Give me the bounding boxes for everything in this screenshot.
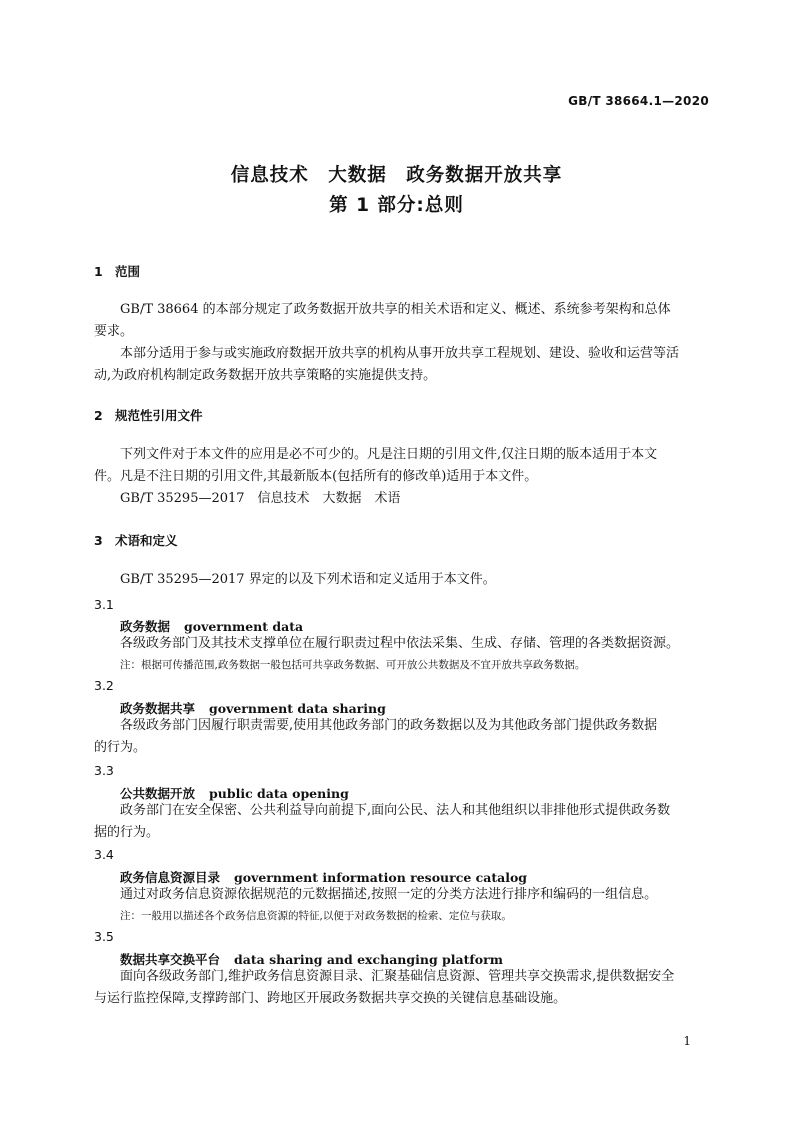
document-title: 信息技术 大数据 政务数据开放共享: [230, 165, 563, 186]
term-english: government data: [184, 619, 304, 634]
paragraph-line: 下列文件对于本文件的应用是必不可少的。凡是注日期的引用文件,仅注日期的版本适用于本文: [120, 447, 658, 462]
paragraph-line: GB/T 38664 的本部分规定了政务数据开放共享的相关术语和定义、概述、系统参考架构和总体: [120, 302, 671, 317]
paragraph-line: 件。凡是不注日期的引用文件,其最新版本(包括所有的修改单)适用于本文件。: [94, 469, 538, 484]
term-note: 注：一般用以描述各个政务信息资源的特征,以便于对政务数据的检索、定位与获取。: [120, 910, 512, 922]
term-number: 3.3: [94, 763, 114, 778]
section-heading-1: [94, 262, 140, 280]
term-number: 3.1: [94, 597, 114, 612]
term-definition: 面向各级政务部门,维护政务信息资源目录、汇聚基础信息资源、管理共享交换需求,提供数据安全: [120, 969, 675, 984]
term-definition: 的行为。: [94, 740, 147, 755]
term-definition: 各级政务部门因履行职责需要,使用其他政务部门的政务数据以及为其他政务部门提供政务数据: [120, 718, 658, 733]
term-chinese: 数据共享交换平台: [120, 952, 221, 967]
term-english: public data opening: [209, 786, 349, 801]
standard-number: GB/T 38664.1—2020: [568, 94, 709, 108]
term-number: 3.4: [94, 847, 114, 862]
term-english: government data sharing: [209, 701, 386, 716]
term-definition: 通过对政务信息资源依据规范的元数据描述,按照一定的分类方法进行排序和编码的一组信息。: [120, 887, 658, 902]
term-chinese: 公共数据开放: [120, 786, 196, 801]
term-chinese: 政务信息资源目录: [120, 870, 221, 885]
term-chinese: 政务数据: [120, 619, 171, 634]
term-definition: 与运行监控保障,支撑跨部门、跨地区开展政务数据共享交换的关键信息基础设施。: [94, 991, 567, 1006]
term-english: data sharing and exchanging platform: [234, 952, 503, 967]
term-number: 3.2: [94, 678, 114, 693]
section-heading-3: [94, 531, 178, 549]
term-definition: 各级政务部门及其技术支撑单位在履行职责过程中依法采集、生成、存储、管理的各类数据资源。: [120, 636, 680, 651]
paragraph-line: 本部分适用于参与或实施政府数据开放共享的机构从事开放共享工程规划、建设、验收和运营等活: [120, 346, 680, 361]
document-subtitle: 第 1 部分:总则: [329, 195, 464, 216]
term-chinese: 政务数据共享: [120, 701, 196, 716]
paragraph-line: 动,为政府机构制定政务数据开放共享策略的实施提供支持。: [94, 368, 437, 383]
term-number: 3.5: [94, 929, 114, 944]
section-title: 术语和定义: [115, 533, 178, 548]
page-number: 1: [683, 1034, 691, 1048]
term-definition: 据的行为。: [94, 825, 160, 840]
section-title: 范围: [115, 264, 141, 279]
section-number: 3: [94, 533, 103, 548]
paragraph-line: 要求。: [94, 324, 134, 339]
section-title: 规范性引用文件: [115, 408, 203, 423]
term-definition: 政务部门在安全保密、公共利益导向前提下,面向公民、法人和其他组织以非排他形式提供政务数: [120, 803, 671, 818]
normative-reference: GB/T 35295—2017 信息技术 大数据 术语: [120, 491, 401, 506]
section-number: 2: [94, 408, 103, 423]
term-note: 注：根据可传播范围,政务数据一般包括可共享政务数据、可开放公共数据及不宜开放共享政务数据。: [120, 659, 586, 671]
section-number: 1: [94, 264, 103, 279]
section-heading-2: [94, 406, 203, 424]
paragraph-line: GB/T 35295—2017 界定的以及下列术语和定义适用于本文件。: [120, 572, 496, 587]
term-english: government information resource catalog: [234, 870, 528, 885]
